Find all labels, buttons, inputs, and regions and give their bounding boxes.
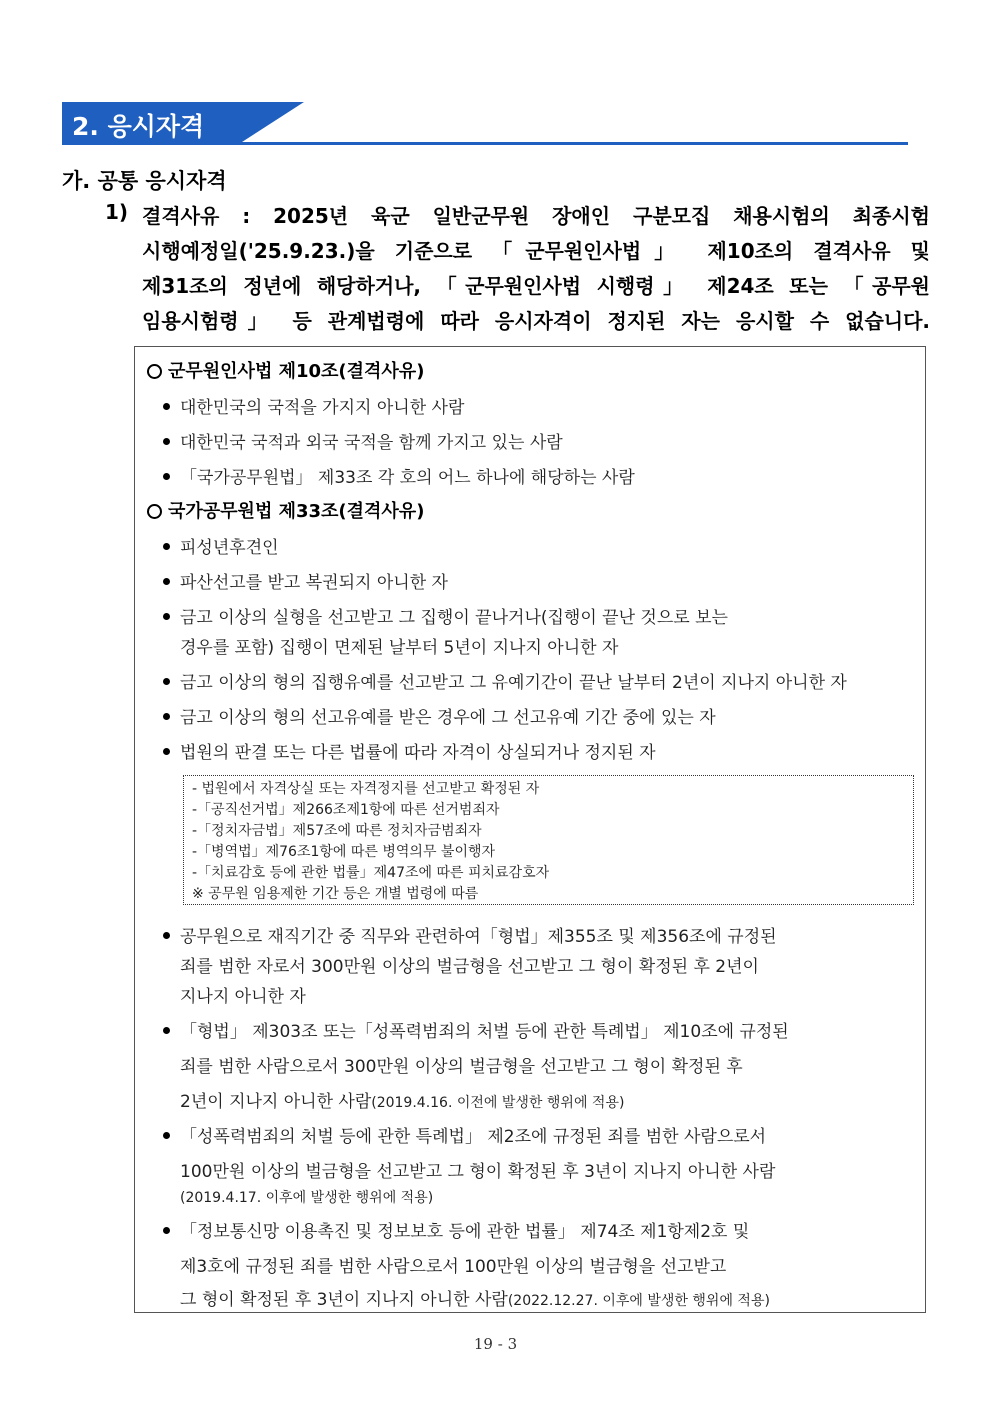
- list-item: [163, 428, 563, 453]
- heading-military-civilian-act: [147, 357, 424, 383]
- list-item: [163, 568, 448, 593]
- bullet-icon: [163, 403, 170, 410]
- bullet-icon: [163, 932, 170, 939]
- list-item: [163, 533, 279, 558]
- paragraph-line: 제31조의 정년에 해당하거나, 「군무원인사법 시행령」 제24조 또는 「공무원: [142, 274, 930, 298]
- subsection-title: 가. 공통 응시자격: [62, 169, 227, 193]
- paragraph-line: 임용시험령」 등 관계법령에 따라 응시자격이 정지된 자는 응시할 수 없습니다.: [142, 309, 930, 333]
- bullet-icon: [163, 1027, 170, 1034]
- paragraph-line: 결격사유 : 2025년 육군 일반군무원 장애인 구분모집 채용시험의 최종시험: [142, 204, 930, 228]
- legal-provisions-box: [134, 346, 926, 1313]
- list-item-note: (2019.4.16. 이전에 발생한 행위에 적용): [371, 1095, 625, 1111]
- list-item: [163, 703, 716, 728]
- list-item-text: 금고 이상의 실형을 선고받고 그 집행이 끝나거나(집행이 끝난 것으로 보는: [180, 608, 728, 628]
- list-item-note: (2019.4.17. 이후에 발생한 행위에 적용): [180, 1190, 434, 1206]
- list-item-continuation: 죄를 범한 사람으로서 300만원 이상의 벌금형을 선고받고 그 형이 확정된 후: [180, 1057, 743, 1077]
- heading-text: 국가공무원법 제33조(결격사유): [168, 501, 425, 522]
- list-item: [163, 738, 656, 763]
- list-item-continuation: 죄를 범한 자로서 300만원 이상의 벌금형을 선고받고 그 형이 확정된 후 2년이: [180, 957, 759, 977]
- circle-icon: [147, 364, 162, 379]
- list-item-continuation: 100만원 이상의 벌금형을 선고받고 그 형이 확정된 후 3년이 지나지 아니한 사람: [180, 1162, 776, 1182]
- list-item-continuation: 경우를 포함) 집행이 면제된 날부터 5년이 지나지 아니한 자: [180, 638, 619, 658]
- heading-text: 군무원인사법 제10조(결격사유): [168, 361, 425, 382]
- section-header: [62, 102, 908, 146]
- list-item-text: 법원의 판결 또는 다른 법률에 따라 자격이 상실되거나 정지된 자: [180, 743, 656, 763]
- bullet-icon: [163, 438, 170, 445]
- list-item: [163, 1017, 789, 1042]
- list-item-continuation: 제3호에 규정된 죄를 범한 사람으로서 100만원 이상의 벌금형을 선고받고: [180, 1257, 727, 1277]
- sub-provision: - 법원에서 자격상실 또는 자격정지를 선고받고 확정된 자: [192, 781, 540, 797]
- bullet-icon: [163, 578, 170, 585]
- section-title: 2. 응시자격: [72, 112, 205, 141]
- list-item-text: 파산선고를 받고 복권되지 아니한 자: [180, 573, 448, 593]
- sub-provision: -「정치자금법」제57조에 따른 정치자금범죄자: [192, 823, 482, 839]
- list-item-continuation: [180, 1087, 624, 1112]
- sub-provision: -「공직선거법」제266조제1항에 따른 선거범죄자: [192, 802, 500, 818]
- paragraph-number: 1): [105, 200, 129, 224]
- sub-provision-note: ※ 공무원 임용제한 기간 등은 개별 법령에 따름: [192, 886, 479, 902]
- list-item-text: 공무원으로 재직기간 중 직무와 관련하여「형법」제355조 및 제356조에 규정된: [180, 927, 777, 947]
- list-item-text: 대한민국의 국적을 가지지 아니한 사람: [180, 398, 465, 418]
- list-item: [163, 463, 635, 488]
- list-item-text: 금고 이상의 형의 집행유예를 선고받고 그 유예기간이 끝난 날부터 2년이 지나지 아니한 자: [180, 673, 847, 693]
- list-item: [163, 1217, 749, 1242]
- section-tab-slant: [242, 102, 304, 142]
- bullet-icon: [163, 678, 170, 685]
- list-item: [163, 668, 847, 693]
- sub-provision: -「병역법」제76조1항에 따른 병역의무 불이행자: [192, 844, 496, 860]
- bullet-icon: [163, 613, 170, 620]
- list-item-continuation: [180, 1285, 770, 1310]
- bullet-icon: [163, 543, 170, 550]
- list-item-text: 「정보통신망 이용촉진 및 정보보호 등에 관한 법률」 제74조 제1항제2호 및: [180, 1222, 750, 1242]
- sub-provisions-box: [183, 775, 914, 905]
- page-number: 19 - 3: [473, 1335, 518, 1353]
- list-item-text: 「형법」 제303조 또는「성폭력범죄의 처벌 등에 관한 특례법」 제10조에 규정된: [180, 1022, 789, 1042]
- circle-icon: [147, 504, 162, 519]
- list-item-text: 「성폭력범죄의 처벌 등에 관한 특례법」 제2조에 규정된 죄를 범한 사람으로서: [180, 1127, 767, 1147]
- paragraph-line: 시행예정일('25.9.23.)을 기준으로 「군무원인사법」 제10조의 결격사유 및: [142, 239, 930, 263]
- list-item: [163, 922, 777, 947]
- list-item-continuation: 지나지 아니한 자: [180, 987, 306, 1007]
- list-item-note: (2022.12.27. 이후에 발생한 행위에 적용): [507, 1293, 770, 1309]
- section-rule: [62, 142, 908, 145]
- list-item-text: 2년이 지나지 아니한 사람: [180, 1092, 372, 1112]
- list-item-text: 대한민국 국적과 외국 국적을 함께 가지고 있는 사람: [180, 433, 563, 453]
- list-item-text: 그 형이 확정된 후 3년이 지나지 아니한 사람: [180, 1290, 508, 1310]
- list-item: [163, 603, 728, 628]
- list-item: [163, 393, 464, 418]
- list-item-text: 피성년후견인: [180, 538, 279, 558]
- heading-state-public-officials-act: [147, 497, 424, 523]
- list-item: [163, 1122, 766, 1147]
- list-item-text: 금고 이상의 형의 선고유예를 받은 경우에 그 선고유예 기간 중에 있는 자: [180, 708, 716, 728]
- bullet-icon: [163, 473, 170, 480]
- bullet-icon: [163, 748, 170, 755]
- list-item-text: 「국가공무원법」 제33조 각 호의 어느 하나에 해당하는 사람: [180, 468, 635, 488]
- bullet-icon: [163, 1227, 170, 1234]
- sub-provision: -「치료감호 등에 관한 법률」제47조에 따른 피치료감호자: [192, 865, 550, 881]
- bullet-icon: [163, 1132, 170, 1139]
- bullet-icon: [163, 713, 170, 720]
